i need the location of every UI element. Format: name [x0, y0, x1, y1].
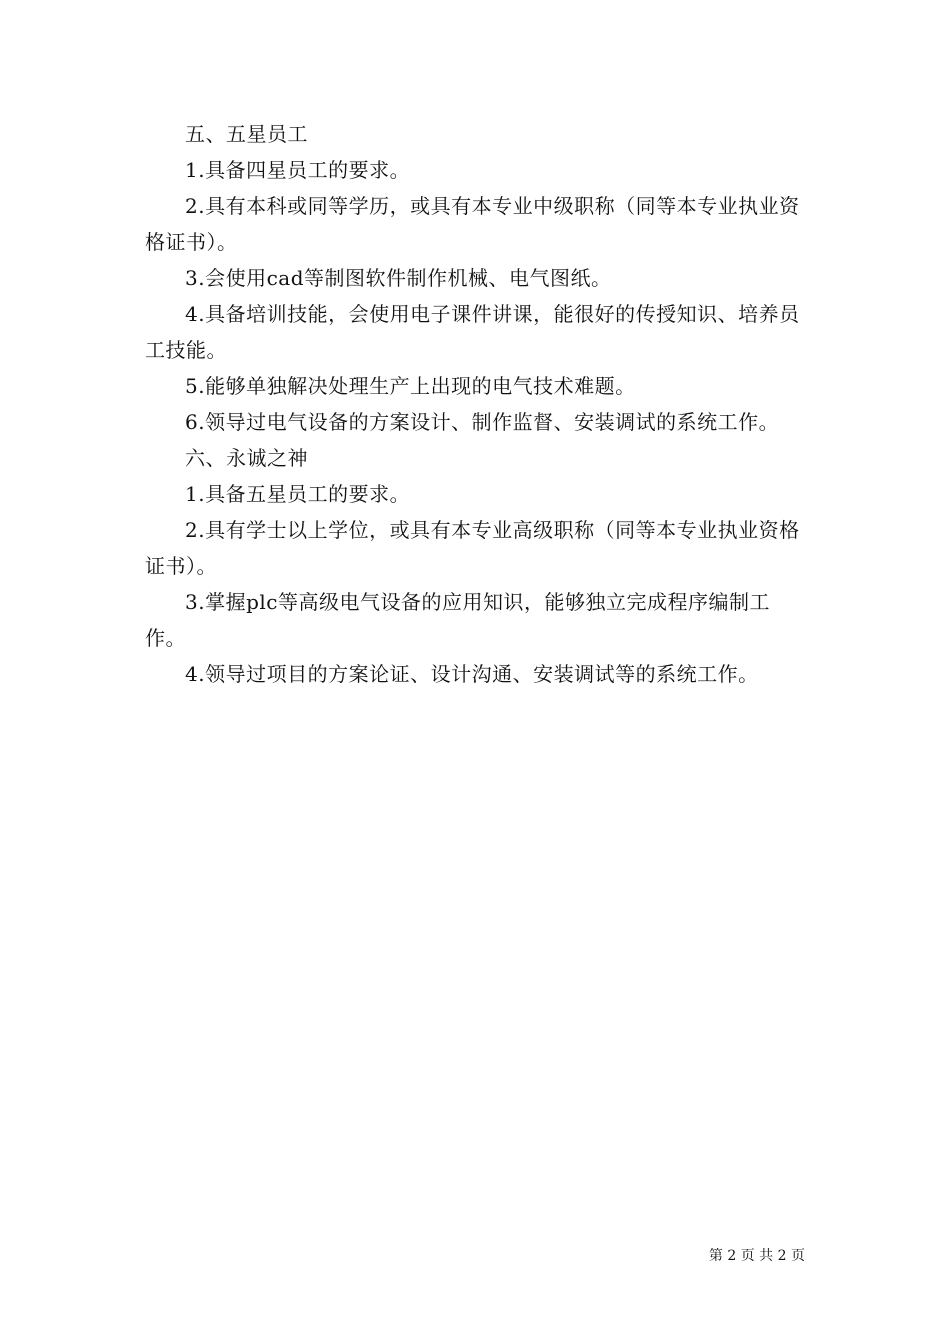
list-item: 4.领导过项目的方案论证、设计沟通、安装调试等的系统工作。 [185, 662, 759, 686]
list-item: 5.能够单独解决处理生产上出现的电气技术难题。 [185, 374, 636, 398]
list-item: 2.具有学士以上学位，或具有本专业高级职称（同等本专业执业资格证书）。 [145, 518, 800, 578]
list-item: 3.掌握plc等高级电气设备的应用知识，能够独立完成程序编制工作。 [145, 590, 770, 650]
section-heading-yongcheng: 六、永诚之神 [185, 446, 308, 470]
list-item: 1.具备五星员工的要求。 [185, 482, 411, 506]
list-item: 1.具备四星员工的要求。 [185, 158, 411, 182]
page-number-footer: 第 2 页 共 2 页 [708, 1248, 805, 1264]
section-heading-five-star: 五、五星员工 [185, 122, 308, 146]
list-item: 3.会使用cad等制图软件制作机械、电气图纸。 [185, 266, 612, 290]
list-item: 2.具有本科或同等学历，或具有本专业中级职称（同等本专业执业资格证书）。 [145, 194, 800, 254]
list-item: 4.具备培训技能，会使用电子课件讲课，能很好的传授知识、培养员工技能。 [145, 302, 800, 362]
document-body [145, 116, 810, 692]
list-item: 6.领导过电气设备的方案设计、制作监督、安装调试的系统工作。 [185, 410, 780, 434]
